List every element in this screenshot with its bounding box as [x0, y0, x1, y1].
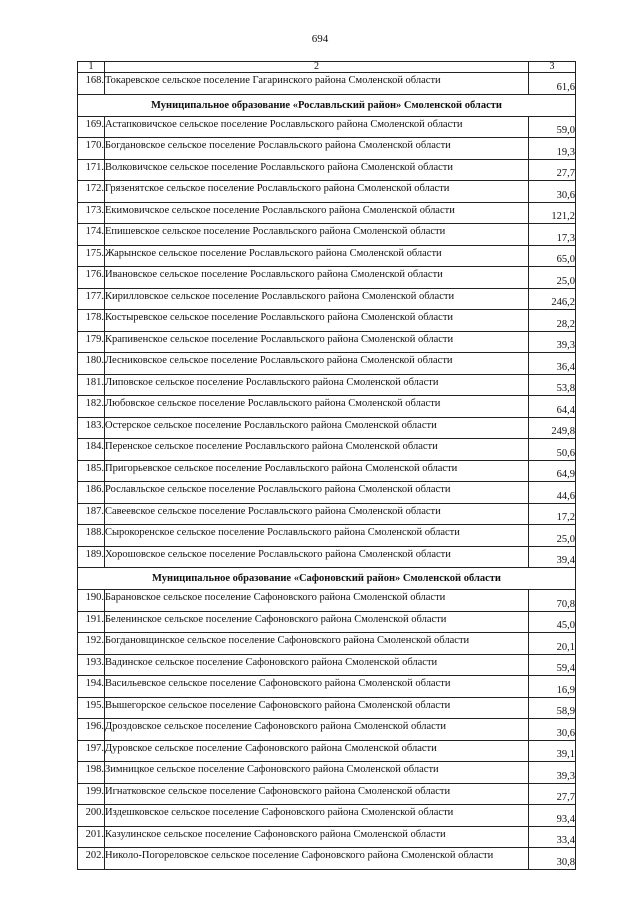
row-value: 16,9: [529, 676, 576, 698]
row-value: 64,4: [529, 396, 576, 418]
table-row: [78, 482, 576, 504]
settlement-name: Грязенятское сельское поселение Рославльского района Смоленской области: [105, 181, 529, 203]
table-row: [78, 525, 576, 547]
row-value: 61,6: [529, 73, 576, 95]
row-value: 59,0: [529, 116, 576, 138]
column-header-2: 2: [105, 62, 529, 73]
row-number: 191.: [78, 611, 105, 633]
row-number: 189.: [78, 546, 105, 568]
row-number: 195.: [78, 697, 105, 719]
settlements-table: [77, 61, 576, 870]
settlement-name: Ивановское сельское поселение Рославльского района Смоленской области: [105, 267, 529, 289]
row-number: 180.: [78, 353, 105, 375]
row-number: 181.: [78, 374, 105, 396]
section-title: Муниципальное образование «Сафоновский район» Смоленской области: [78, 568, 576, 590]
row-value: 93,4: [529, 805, 576, 827]
table-row: [78, 826, 576, 848]
column-header-3: 3: [529, 62, 576, 73]
table-row: [78, 676, 576, 698]
row-number: 174.: [78, 224, 105, 246]
row-number: 187.: [78, 503, 105, 525]
settlement-name: Крапивенское сельское поселение Рославльского района Смоленской области: [105, 331, 529, 353]
row-value: 39,3: [529, 762, 576, 784]
table-row: [78, 460, 576, 482]
settlement-name: Астапковичское сельское поселение Рославльского района Смоленской области: [105, 116, 529, 138]
row-number: 172.: [78, 181, 105, 203]
settlement-name: Игнатковское сельское поселение Сафоновского района Смоленской области: [105, 783, 529, 805]
row-value: 20,1: [529, 633, 576, 655]
row-value: 25,0: [529, 267, 576, 289]
settlement-name: Богдановское сельское поселение Рославльского района Смоленской области: [105, 138, 529, 160]
row-number: 200.: [78, 805, 105, 827]
row-value: 53,8: [529, 374, 576, 396]
row-number: 201.: [78, 826, 105, 848]
row-number: 176.: [78, 267, 105, 289]
row-number: 175.: [78, 245, 105, 267]
row-value: 44,6: [529, 482, 576, 504]
row-value: 36,4: [529, 353, 576, 375]
table-row: [78, 783, 576, 805]
row-value: 64,9: [529, 460, 576, 482]
row-value: 50,6: [529, 439, 576, 461]
settlement-name: Николо-Погореловское сельское поселение Сафоновского района Смоленской области: [105, 848, 529, 870]
row-value: 30,6: [529, 719, 576, 741]
table-row: [78, 116, 576, 138]
settlement-name: Вадинское сельское поселение Сафоновского района Смоленской области: [105, 654, 529, 676]
table-row: [78, 202, 576, 224]
settlement-name: Лесниковское сельское поселение Рославльского района Смоленской области: [105, 353, 529, 375]
row-number: 183.: [78, 417, 105, 439]
settlement-name: Сырокоренское сельское поселение Рославльского района Смоленской области: [105, 525, 529, 547]
row-number: 202.: [78, 848, 105, 870]
table-row: [78, 396, 576, 418]
row-value: 30,8: [529, 848, 576, 870]
section-title: Муниципальное образование «Рославльский район» Смоленской области: [78, 94, 576, 116]
row-value: 39,4: [529, 546, 576, 568]
settlement-name: Богдановщинское сельское поселение Сафоновского района Смоленской области: [105, 633, 529, 655]
row-value: 246,2: [529, 288, 576, 310]
page-number: 694: [311, 33, 329, 45]
settlement-name: Костыревское сельское поселение Рославльского района Смоленской области: [105, 310, 529, 332]
settlement-name: Савеевское сельское поселение Рославльского района Смоленской области: [105, 503, 529, 525]
row-value: 17,3: [529, 224, 576, 246]
row-number: 182.: [78, 396, 105, 418]
row-number: 188.: [78, 525, 105, 547]
settlement-name: Пригорьевское сельское поселение Рославльского района Смоленской области: [105, 460, 529, 482]
table-row: [78, 439, 576, 461]
row-value: 28,2: [529, 310, 576, 332]
settlement-name: Беленинское сельское поселение Сафоновского района Смоленской области: [105, 611, 529, 633]
row-number: 194.: [78, 676, 105, 698]
settlement-name: Кирилловское сельское поселение Рославльского района Смоленской области: [105, 288, 529, 310]
row-value: 58,9: [529, 697, 576, 719]
settlement-name: Перенское сельское поселение Рославльского района Смоленской области: [105, 439, 529, 461]
row-number: 199.: [78, 783, 105, 805]
row-value: 25,0: [529, 525, 576, 547]
row-value: 121,2: [529, 202, 576, 224]
row-number: 171.: [78, 159, 105, 181]
row-value: 65,0: [529, 245, 576, 267]
settlement-name: Жарынское сельское поселение Рославльского района Смоленской области: [105, 245, 529, 267]
table-body: [78, 73, 576, 870]
row-number: 173.: [78, 202, 105, 224]
settlement-name: Зимницкое сельское поселение Сафоновского района Смоленской области: [105, 762, 529, 784]
table-row: [78, 762, 576, 784]
table-row: [78, 417, 576, 439]
row-number: 197.: [78, 740, 105, 762]
row-number: 190.: [78, 590, 105, 612]
column-header-1: 1: [78, 62, 105, 73]
settlement-name: Екимовичское сельское поселение Рославльского района Смоленской области: [105, 202, 529, 224]
table-row: [78, 611, 576, 633]
settlement-name: Издешковское сельское поселение Сафоновского района Смоленской области: [105, 805, 529, 827]
table-row: [78, 805, 576, 827]
settlement-name: Дуровское сельское поселение Сафоновского района Смоленской области: [105, 740, 529, 762]
settlement-name: Остерское сельское поселение Рославльского района Смоленской области: [105, 417, 529, 439]
table-header-row: [78, 62, 576, 73]
row-number: 184.: [78, 439, 105, 461]
row-number: 178.: [78, 310, 105, 332]
row-number: 185.: [78, 460, 105, 482]
section-header-row: [78, 94, 576, 116]
settlement-name: Рославльское сельское поселение Рославльского района Смоленской области: [105, 482, 529, 504]
table-row: [78, 740, 576, 762]
row-value: 27,7: [529, 159, 576, 181]
settlement-name: Любовское сельское поселение Рославльского района Смоленской области: [105, 396, 529, 418]
settlement-name: Липовское сельское поселение Рославльского района Смоленской области: [105, 374, 529, 396]
row-number: 196.: [78, 719, 105, 741]
row-value: 33,4: [529, 826, 576, 848]
settlement-name: Дроздовское сельское поселение Сафоновского района Смоленской области: [105, 719, 529, 741]
table-row: [78, 374, 576, 396]
table-row: [78, 288, 576, 310]
table-row: [78, 719, 576, 741]
row-value: 17,2: [529, 503, 576, 525]
settlement-name: Епишевское сельское поселение Рославльского района Смоленской области: [105, 224, 529, 246]
table-row: [78, 224, 576, 246]
table-row: [78, 654, 576, 676]
table-row: [78, 310, 576, 332]
row-number: 168.: [78, 73, 105, 95]
row-number: 193.: [78, 654, 105, 676]
settlement-name: Вышегорское сельское поселение Сафоновского района Смоленской области: [105, 697, 529, 719]
row-value: 249,8: [529, 417, 576, 439]
row-value: 19,3: [529, 138, 576, 160]
settlement-name: Волковичское сельское поселение Рославльского района Смоленской области: [105, 159, 529, 181]
row-number: 169.: [78, 116, 105, 138]
row-value: 70,8: [529, 590, 576, 612]
row-value: 30,6: [529, 181, 576, 203]
table-row: [78, 697, 576, 719]
section-header-row: [78, 568, 576, 590]
settlement-name: Васильевское сельское поселение Сафоновского района Смоленской области: [105, 676, 529, 698]
row-value: 45,0: [529, 611, 576, 633]
settlement-name: Хорошовское сельское поселение Рославльского района Смоленской области: [105, 546, 529, 568]
row-number: 179.: [78, 331, 105, 353]
table-row: [78, 138, 576, 160]
row-value: 59,4: [529, 654, 576, 676]
table-row: [78, 245, 576, 267]
settlement-name: Токаревское сельское поселение Гагаринского района Смоленской области: [105, 73, 529, 95]
table-row: [78, 546, 576, 568]
table-row: [78, 503, 576, 525]
row-value: 27,7: [529, 783, 576, 805]
table-row: [78, 181, 576, 203]
row-number: 186.: [78, 482, 105, 504]
row-number: 177.: [78, 288, 105, 310]
settlement-name: Казулинское сельское поселение Сафоновского района Смоленской области: [105, 826, 529, 848]
table-row: [78, 159, 576, 181]
table-row: [78, 633, 576, 655]
table-row: [78, 73, 576, 95]
table-row: [78, 331, 576, 353]
table-row: [78, 267, 576, 289]
row-value: 39,3: [529, 331, 576, 353]
row-number: 198.: [78, 762, 105, 784]
table-row: [78, 848, 576, 870]
settlement-name: Барановское сельское поселение Сафоновского района Смоленской области: [105, 590, 529, 612]
table-row: [78, 590, 576, 612]
table-row: [78, 353, 576, 375]
row-value: 39,1: [529, 740, 576, 762]
row-number: 170.: [78, 138, 105, 160]
row-number: 192.: [78, 633, 105, 655]
